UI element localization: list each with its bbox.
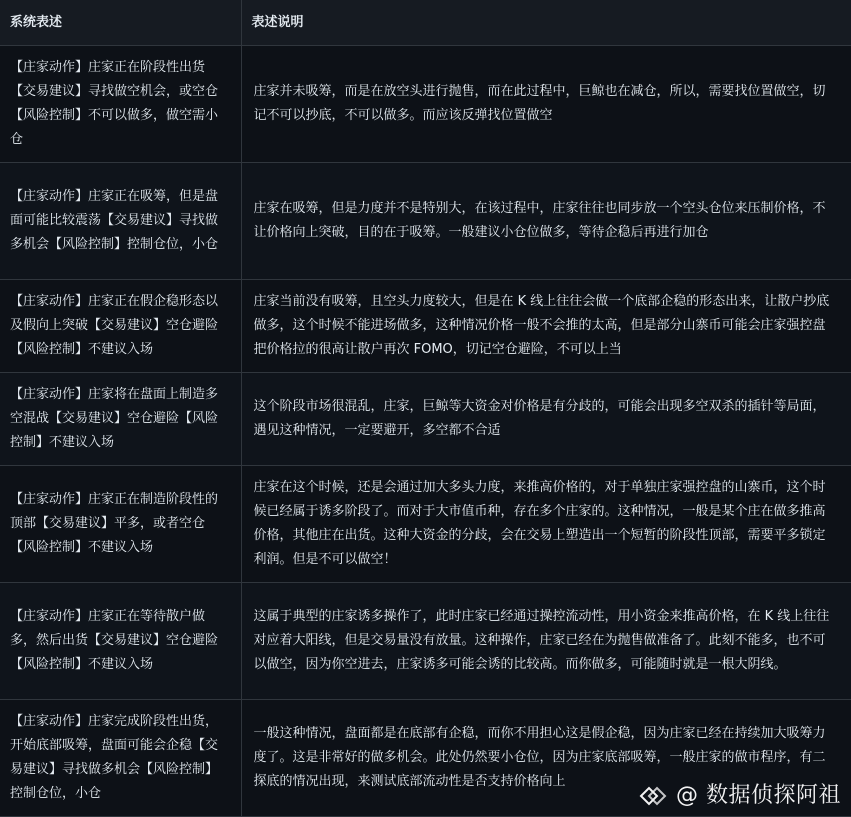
- system-statement-cell: 【庄家动作】庄家正在阶段性出货【交易建议】寻找做空机会，或空仓【风险控制】不可以做多，做空需小仓: [0, 46, 241, 163]
- table-row: [0, 373, 851, 466]
- table-row: [0, 583, 851, 700]
- header-system-statement: 系统表述: [0, 0, 241, 46]
- system-statement-cell: 【庄家动作】庄家正在假企稳形态以及假向上突破【交易建议】空仓避险【风险控制】不建议入场: [0, 280, 241, 373]
- explanation-cell: 这属于典型的庄家诱多操作了，此时庄家已经通过操控流动性，用小资金来推高价格，在 K 线上往往对应着大阳线，但是交易量没有放量。这种操作，庄家已经在为抛售做准备了。此刻不能多，也不可以做空，因为你空进去，庄家诱多可能会诱的比较高。而你做多，可能随时就是一根大阴线。: [241, 583, 851, 700]
- explanation-cell: 庄家在吸筹，但是力度并不是特别大，在该过程中，庄家往往也同步放一个空头仓位来压制价格，不让价格向上突破，目的在于吸筹。一般建议小仓位做多，等待企稳后再进行加仓: [241, 163, 851, 280]
- zhihu-logo-icon: [636, 783, 670, 809]
- system-statement-cell: 【庄家动作】庄家将在盘面上制造多空混战【交易建议】空仓避险【风险控制】不建议入场: [0, 373, 241, 466]
- table-row: [0, 466, 851, 583]
- table-row: [0, 46, 851, 163]
- table-row: [0, 280, 851, 373]
- explanation-cell: 一般这种情况，盘面都是在底部有企稳，而你不用担心这是假企稳，因为庄家已经在持续加大吸筹力度了。这是非常好的做多机会。此处仍然要小仓位，因为庄家底部吸筹，一般庄家的做市程序，有二探底的情况出现，来测试底部流动性是否支持价格向上: [241, 700, 851, 817]
- watermark: [636, 783, 841, 809]
- system-statement-cell: 【庄家动作】庄家正在制造阶段性的顶部【交易建议】平多，或者空仓【风险控制】不建议入场: [0, 466, 241, 583]
- table-body: [0, 46, 851, 817]
- explanation-cell: 这个阶段市场很混乱，庄家，巨鲸等大资金对价格是有分歧的，可能会出现多空双杀的插针等局面，遇见这种情况，一定要避开，多空都不合适: [241, 373, 851, 466]
- table-header: [0, 0, 851, 46]
- table-row: [0, 163, 851, 280]
- header-statement-explanation: 表述说明: [241, 0, 851, 46]
- explanation-cell: 庄家并未吸筹，而是在放空头进行抛售，而在此过程中，巨鲸也在减仓，所以，需要找位置做空，切记不可以抄底，不可以做多。而应该反弹找位置做空: [241, 46, 851, 163]
- system-statement-cell: 【庄家动作】庄家正在吸筹，但是盘面可能比较震荡【交易建议】寻找做多机会【风险控制】控制仓位，小仓: [0, 163, 241, 280]
- explanation-cell: 庄家当前没有吸筹，且空头力度较大，但是在 K 线上往往会做一个底部企稳的形态出来，让散户抄底做多，这个时候不能进场做多，这种情况价格一般不会推的太高，但是部分山寨币可能会庄家强控盘把价格拉的很高让散户再次 FOMO，切记空仓避险，不可以上当: [241, 280, 851, 373]
- explanation-cell: 庄家在这个时候，还是会通过加大多头力度，来推高价格的，对于单独庄家强控盘的山寨币，这个时候已经属于诱多阶段了。而对于大市值币种，存在多个庄家的。这种情况，一般是某个庄在做多推高价格，其他庄在出货。这种大资金的分歧，会在交易上塑造出一个短暂的阶段性顶部，需要平多锁定利润。但是不可以做空！: [241, 466, 851, 583]
- system-statement-cell: 【庄家动作】庄家正在等待散户做多，然后出货【交易建议】空仓避险【风险控制】不建议入场: [0, 583, 241, 700]
- watermark-text: @ 数据侦探阿祖: [676, 783, 841, 808]
- table-header-row: [0, 0, 851, 46]
- system-statement-cell: 【庄家动作】庄家完成阶段性出货，开始底部吸筹，盘面可能会企稳【交易建议】寻找做多机会【风险控制】控制仓位，小仓: [0, 700, 241, 817]
